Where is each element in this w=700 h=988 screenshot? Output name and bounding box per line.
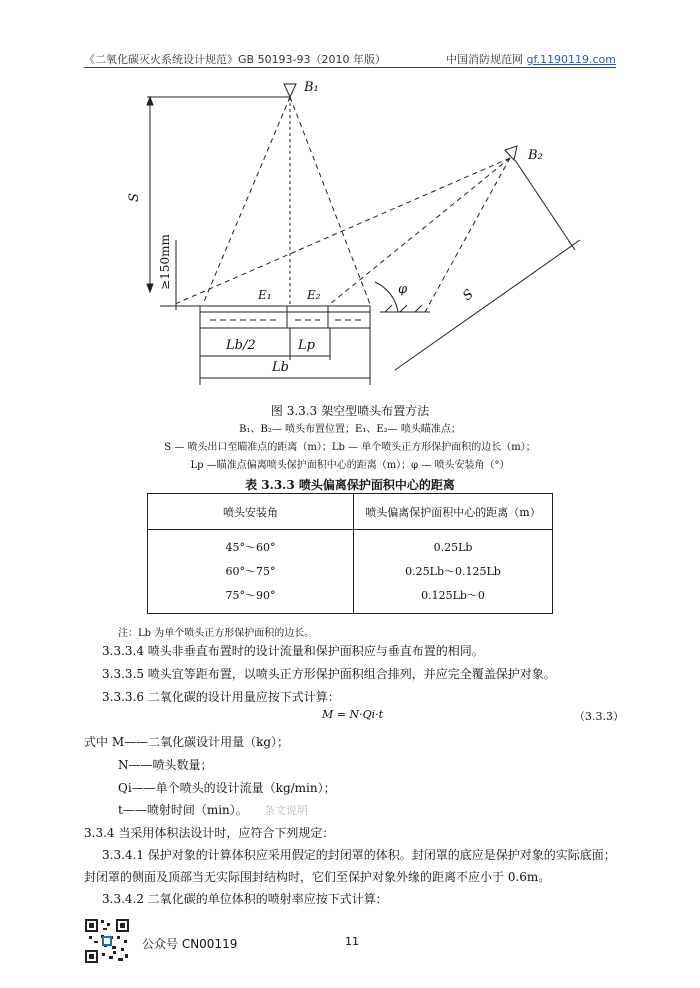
table-header-angle: 喷头安装角 <box>148 494 354 530</box>
table-header-row <box>148 494 553 530</box>
where-m: 式中 M——二氧化碳设计用量（kg）； <box>84 735 290 749</box>
header-title: 《二氧化碳灭火系统设计规范》GB 50193-93（2010 年版） <box>84 53 387 66</box>
table-header-distance: 喷头偏离保护面积中心的距离（m） <box>354 494 553 530</box>
label-b2: B₂ <box>528 148 543 163</box>
table-row <box>148 530 553 614</box>
wechat-qr-code <box>84 918 130 964</box>
site-link[interactable]: gf.1190119.com <box>526 53 616 66</box>
label-s-vertical: S <box>126 193 142 202</box>
table-cell: 45°～60° <box>225 540 276 554</box>
label-s-diagonal: S <box>460 286 477 305</box>
formula: M = N·Qi·t <box>322 708 384 721</box>
label-lb-half: Lb/2 <box>226 338 256 353</box>
figure-legend-2: S — 喷头出口至瞄准点的距离（m）；Lb — 单个喷头正方形保护面积的边长（m）； <box>164 442 536 453</box>
clause-3-3-4-2: 3.3.4.2 二氧化碳的单位体积的喷射率应按下式计算： <box>102 892 388 906</box>
table-title: 表 3.3.3 喷头偏离保护面积中心的距离 <box>245 478 455 492</box>
wechat-account: 公众号 CN00119 <box>142 937 238 951</box>
commentary-link[interactable]: 条文说明 <box>264 804 308 817</box>
nozzle-layout-figure <box>140 72 580 392</box>
label-b1: B₁ <box>304 80 319 95</box>
label-e1: E₁ <box>258 288 272 302</box>
label-150mm: ≥150mm <box>157 234 172 290</box>
clause-3-3-3-6: 3.3.3.6 二氧化碳的设计用量应按下式计算： <box>102 690 340 704</box>
clause-3-3-3-5: 3.3.3.5 喷头宜等距布置，以喷头正方形保护面积组合排列，并应完全覆盖保护对象。 <box>102 667 556 681</box>
table-cell: 0.125Lb～0 <box>421 588 485 602</box>
clause-3-3-4: 3.3.4 当采用体积法设计时，应符合下列规定： <box>84 826 335 840</box>
offset-table <box>147 493 553 614</box>
header-divider <box>84 67 616 68</box>
clause-3-3-4-1-cont: 封闭罩的侧面及顶部当无实际围封结构时，它们至保护对象外缘的距离不应小于 0.6m。 <box>84 870 551 884</box>
page-number: 11 <box>345 935 359 948</box>
clause-3-3-4-1: 3.3.4.1 保护对象的计算体积应采用假定的封闭罩的体积。封闭罩的底应是保护对象的实际底面； <box>102 848 616 862</box>
header-site <box>446 51 616 67</box>
label-e2: E₂ <box>307 288 321 302</box>
where-qi: Qi——单个喷头的设计流量（kg/min）； <box>118 781 336 795</box>
site-name: 中国消防规范网 <box>445 53 523 66</box>
table-cell: 0.25Lb <box>433 540 473 554</box>
formula-number: （3.3.3） <box>574 710 624 723</box>
label-lb: Lb <box>272 360 289 375</box>
figure-caption: 图 3.3.3 架空型喷头布置方法 <box>270 404 430 418</box>
table-cell: 75°～90° <box>225 588 276 602</box>
figure-legend-1: B₁、B₂— 喷头布置位置；E₁、E₂— 喷头瞄准点； <box>239 424 461 435</box>
page-header <box>84 51 616 67</box>
where-t: t——喷射时间（min）。 <box>118 803 248 817</box>
table-col-angles <box>148 530 354 614</box>
table-note: 注：Lb 为单个喷头正方形保护面积的边长。 <box>118 628 315 639</box>
label-lp: Lp <box>298 338 315 353</box>
table-cell: 60°～75° <box>225 564 276 578</box>
table-col-distances <box>354 530 553 614</box>
label-phi: φ <box>398 282 408 297</box>
where-n: N——喷头数量； <box>118 758 213 772</box>
figure-legend-3: Lp —瞄准点偏离喷头保护面积中心的距离（m）；φ — 喷头安装角（°） <box>190 460 510 471</box>
clause-3-3-3-4: 3.3.3.4 喷头非垂直布置时的设计流量和保护面积应与垂直布置的相同。 <box>102 644 484 658</box>
table-cell: 0.25Lb～0.125Lb <box>405 564 501 578</box>
